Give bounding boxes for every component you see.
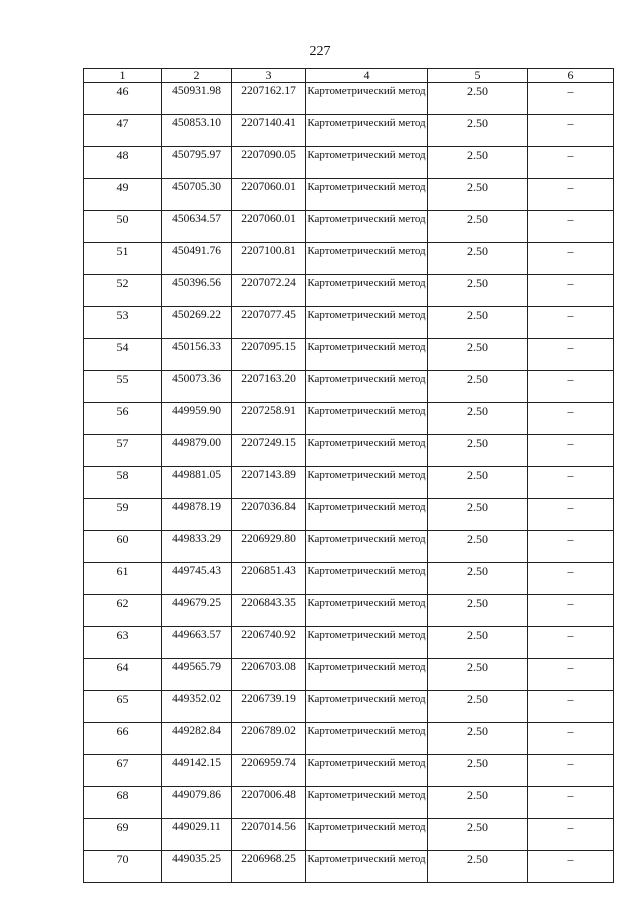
x-coordinate-cell: 449745.43 (162, 563, 232, 595)
x-coordinate-cell: 449142.15 (162, 755, 232, 787)
note-cell: – (528, 755, 614, 787)
accuracy-cell: 2.50 (428, 339, 528, 371)
point-number-cell: 49 (84, 179, 162, 211)
table-row (84, 179, 614, 211)
method-cell: Картометрический метод (306, 211, 428, 243)
accuracy-cell: 2.50 (428, 691, 528, 723)
table-row (84, 499, 614, 531)
x-coordinate-cell: 449959.90 (162, 403, 232, 435)
accuracy-cell: 2.50 (428, 179, 528, 211)
y-coordinate-cell: 2206789.02 (232, 723, 306, 755)
x-coordinate-cell: 450853.10 (162, 115, 232, 147)
accuracy-cell: 2.50 (428, 307, 528, 339)
table-row (84, 211, 614, 243)
note-cell: – (528, 435, 614, 467)
point-number-cell: 66 (84, 723, 162, 755)
y-coordinate-cell: 2207162.17 (232, 83, 306, 115)
method-cell: Картометрический метод (306, 83, 428, 115)
table-row (84, 467, 614, 499)
method-cell: Картометрический метод (306, 627, 428, 659)
accuracy-cell: 2.50 (428, 659, 528, 691)
table-row (84, 659, 614, 691)
note-cell: – (528, 83, 614, 115)
y-coordinate-cell: 2206959.74 (232, 755, 306, 787)
note-cell: – (528, 851, 614, 883)
method-cell: Картометрический метод (306, 403, 428, 435)
y-coordinate-cell: 2207095.15 (232, 339, 306, 371)
table-row (84, 371, 614, 403)
method-cell: Картометрический метод (306, 659, 428, 691)
point-number-cell: 62 (84, 595, 162, 627)
point-number-cell: 54 (84, 339, 162, 371)
point-number-cell: 58 (84, 467, 162, 499)
y-coordinate-cell: 2207006.48 (232, 787, 306, 819)
point-number-cell: 70 (84, 851, 162, 883)
point-number-cell: 47 (84, 115, 162, 147)
table-row (84, 595, 614, 627)
column-header-3: 3 (232, 69, 306, 83)
point-number-cell: 57 (84, 435, 162, 467)
point-number-cell: 61 (84, 563, 162, 595)
accuracy-cell: 2.50 (428, 211, 528, 243)
y-coordinate-cell: 2207014.56 (232, 819, 306, 851)
method-cell: Картометрический метод (306, 467, 428, 499)
note-cell: – (528, 787, 614, 819)
note-cell: – (528, 499, 614, 531)
note-cell: – (528, 115, 614, 147)
note-cell: – (528, 307, 614, 339)
note-cell: – (528, 275, 614, 307)
x-coordinate-cell: 450795.97 (162, 147, 232, 179)
note-cell: – (528, 179, 614, 211)
point-number-cell: 55 (84, 371, 162, 403)
table-row (84, 403, 614, 435)
table-row (84, 435, 614, 467)
x-coordinate-cell: 449663.57 (162, 627, 232, 659)
accuracy-cell: 2.50 (428, 787, 528, 819)
method-cell: Картометрический метод (306, 563, 428, 595)
note-cell: – (528, 659, 614, 691)
note-cell: – (528, 243, 614, 275)
x-coordinate-cell: 449881.05 (162, 467, 232, 499)
method-cell: Картометрический метод (306, 275, 428, 307)
x-coordinate-cell: 449565.79 (162, 659, 232, 691)
note-cell: – (528, 819, 614, 851)
method-cell: Картометрический метод (306, 243, 428, 275)
note-cell: – (528, 403, 614, 435)
note-cell: – (528, 467, 614, 499)
point-number-cell: 63 (84, 627, 162, 659)
note-cell: – (528, 595, 614, 627)
note-cell: – (528, 339, 614, 371)
x-coordinate-cell: 449352.02 (162, 691, 232, 723)
table-row (84, 723, 614, 755)
method-cell: Картометрический метод (306, 499, 428, 531)
point-number-cell: 50 (84, 211, 162, 243)
y-coordinate-cell: 2206851.43 (232, 563, 306, 595)
note-cell: – (528, 531, 614, 563)
point-number-cell: 51 (84, 243, 162, 275)
y-coordinate-cell: 2207140.41 (232, 115, 306, 147)
method-cell: Картометрический метод (306, 179, 428, 211)
accuracy-cell: 2.50 (428, 467, 528, 499)
method-cell: Картометрический метод (306, 531, 428, 563)
table-row (84, 243, 614, 275)
accuracy-cell: 2.50 (428, 723, 528, 755)
table-row (84, 83, 614, 115)
method-cell: Картометрический метод (306, 691, 428, 723)
table-row (84, 851, 614, 883)
point-number-cell: 68 (84, 787, 162, 819)
x-coordinate-cell: 449035.25 (162, 851, 232, 883)
accuracy-cell: 2.50 (428, 499, 528, 531)
table-body (84, 83, 614, 883)
note-cell: – (528, 627, 614, 659)
table-row (84, 275, 614, 307)
y-coordinate-cell: 2206929.80 (232, 531, 306, 563)
method-cell: Картометрический метод (306, 723, 428, 755)
header-row (84, 69, 614, 83)
x-coordinate-cell: 449879.00 (162, 435, 232, 467)
y-coordinate-cell: 2207249.15 (232, 435, 306, 467)
method-cell: Картометрический метод (306, 595, 428, 627)
y-coordinate-cell: 2206739.19 (232, 691, 306, 723)
column-header-1: 1 (84, 69, 162, 83)
method-cell: Картометрический метод (306, 115, 428, 147)
accuracy-cell: 2.50 (428, 627, 528, 659)
method-cell: Картометрический метод (306, 851, 428, 883)
y-coordinate-cell: 2207077.45 (232, 307, 306, 339)
accuracy-cell: 2.50 (428, 563, 528, 595)
coordinates-table (83, 68, 614, 883)
point-number-cell: 60 (84, 531, 162, 563)
accuracy-cell: 2.50 (428, 595, 528, 627)
accuracy-cell: 2.50 (428, 115, 528, 147)
table-row (84, 307, 614, 339)
accuracy-cell: 2.50 (428, 819, 528, 851)
table-row (84, 339, 614, 371)
method-cell: Картометрический метод (306, 755, 428, 787)
x-coordinate-cell: 450491.76 (162, 243, 232, 275)
x-coordinate-cell: 450156.33 (162, 339, 232, 371)
table-row (84, 531, 614, 563)
accuracy-cell: 2.50 (428, 755, 528, 787)
table-row (84, 627, 614, 659)
y-coordinate-cell: 2207060.01 (232, 179, 306, 211)
accuracy-cell: 2.50 (428, 243, 528, 275)
point-number-cell: 53 (84, 307, 162, 339)
accuracy-cell: 2.50 (428, 83, 528, 115)
y-coordinate-cell: 2207060.01 (232, 211, 306, 243)
y-coordinate-cell: 2207100.81 (232, 243, 306, 275)
table-row (84, 115, 614, 147)
accuracy-cell: 2.50 (428, 371, 528, 403)
y-coordinate-cell: 2206740.92 (232, 627, 306, 659)
x-coordinate-cell: 449679.25 (162, 595, 232, 627)
page-number: 227 (309, 44, 331, 59)
point-number-cell: 59 (84, 499, 162, 531)
note-cell: – (528, 563, 614, 595)
y-coordinate-cell: 2207036.84 (232, 499, 306, 531)
y-coordinate-cell: 2206703.08 (232, 659, 306, 691)
table-row (84, 819, 614, 851)
x-coordinate-cell: 450269.22 (162, 307, 232, 339)
note-cell: – (528, 211, 614, 243)
method-cell: Картометрический метод (306, 787, 428, 819)
note-cell: – (528, 691, 614, 723)
y-coordinate-cell: 2207143.89 (232, 467, 306, 499)
table-row (84, 147, 614, 179)
note-cell: – (528, 723, 614, 755)
point-number-cell: 65 (84, 691, 162, 723)
y-coordinate-cell: 2206968.25 (232, 851, 306, 883)
y-coordinate-cell: 2207072.24 (232, 275, 306, 307)
note-cell: – (528, 147, 614, 179)
accuracy-cell: 2.50 (428, 275, 528, 307)
column-header-5: 5 (428, 69, 528, 83)
y-coordinate-cell: 2207258.91 (232, 403, 306, 435)
note-cell: – (528, 371, 614, 403)
point-number-cell: 46 (84, 83, 162, 115)
x-coordinate-cell: 450073.36 (162, 371, 232, 403)
y-coordinate-cell: 2206843.35 (232, 595, 306, 627)
method-cell: Картометрический метод (306, 339, 428, 371)
column-header-4: 4 (306, 69, 428, 83)
y-coordinate-cell: 2207163.20 (232, 371, 306, 403)
table-row (84, 691, 614, 723)
point-number-cell: 67 (84, 755, 162, 787)
x-coordinate-cell: 449833.29 (162, 531, 232, 563)
table-row (84, 787, 614, 819)
accuracy-cell: 2.50 (428, 147, 528, 179)
point-number-cell: 69 (84, 819, 162, 851)
point-number-cell: 64 (84, 659, 162, 691)
x-coordinate-cell: 449029.11 (162, 819, 232, 851)
method-cell: Картометрический метод (306, 435, 428, 467)
column-header-2: 2 (162, 69, 232, 83)
method-cell: Картометрический метод (306, 371, 428, 403)
accuracy-cell: 2.50 (428, 435, 528, 467)
x-coordinate-cell: 450634.57 (162, 211, 232, 243)
x-coordinate-cell: 449282.84 (162, 723, 232, 755)
x-coordinate-cell: 450705.30 (162, 179, 232, 211)
accuracy-cell: 2.50 (428, 531, 528, 563)
x-coordinate-cell: 449878.19 (162, 499, 232, 531)
accuracy-cell: 2.50 (428, 851, 528, 883)
x-coordinate-cell: 449079.86 (162, 787, 232, 819)
accuracy-cell: 2.50 (428, 403, 528, 435)
table-row (84, 755, 614, 787)
point-number-cell: 56 (84, 403, 162, 435)
point-number-cell: 48 (84, 147, 162, 179)
x-coordinate-cell: 450931.98 (162, 83, 232, 115)
method-cell: Картометрический метод (306, 147, 428, 179)
x-coordinate-cell: 450396.56 (162, 275, 232, 307)
column-header-6: 6 (528, 69, 614, 83)
table-row (84, 563, 614, 595)
method-cell: Картометрический метод (306, 819, 428, 851)
method-cell: Картометрический метод (306, 307, 428, 339)
y-coordinate-cell: 2207090.05 (232, 147, 306, 179)
point-number-cell: 52 (84, 275, 162, 307)
